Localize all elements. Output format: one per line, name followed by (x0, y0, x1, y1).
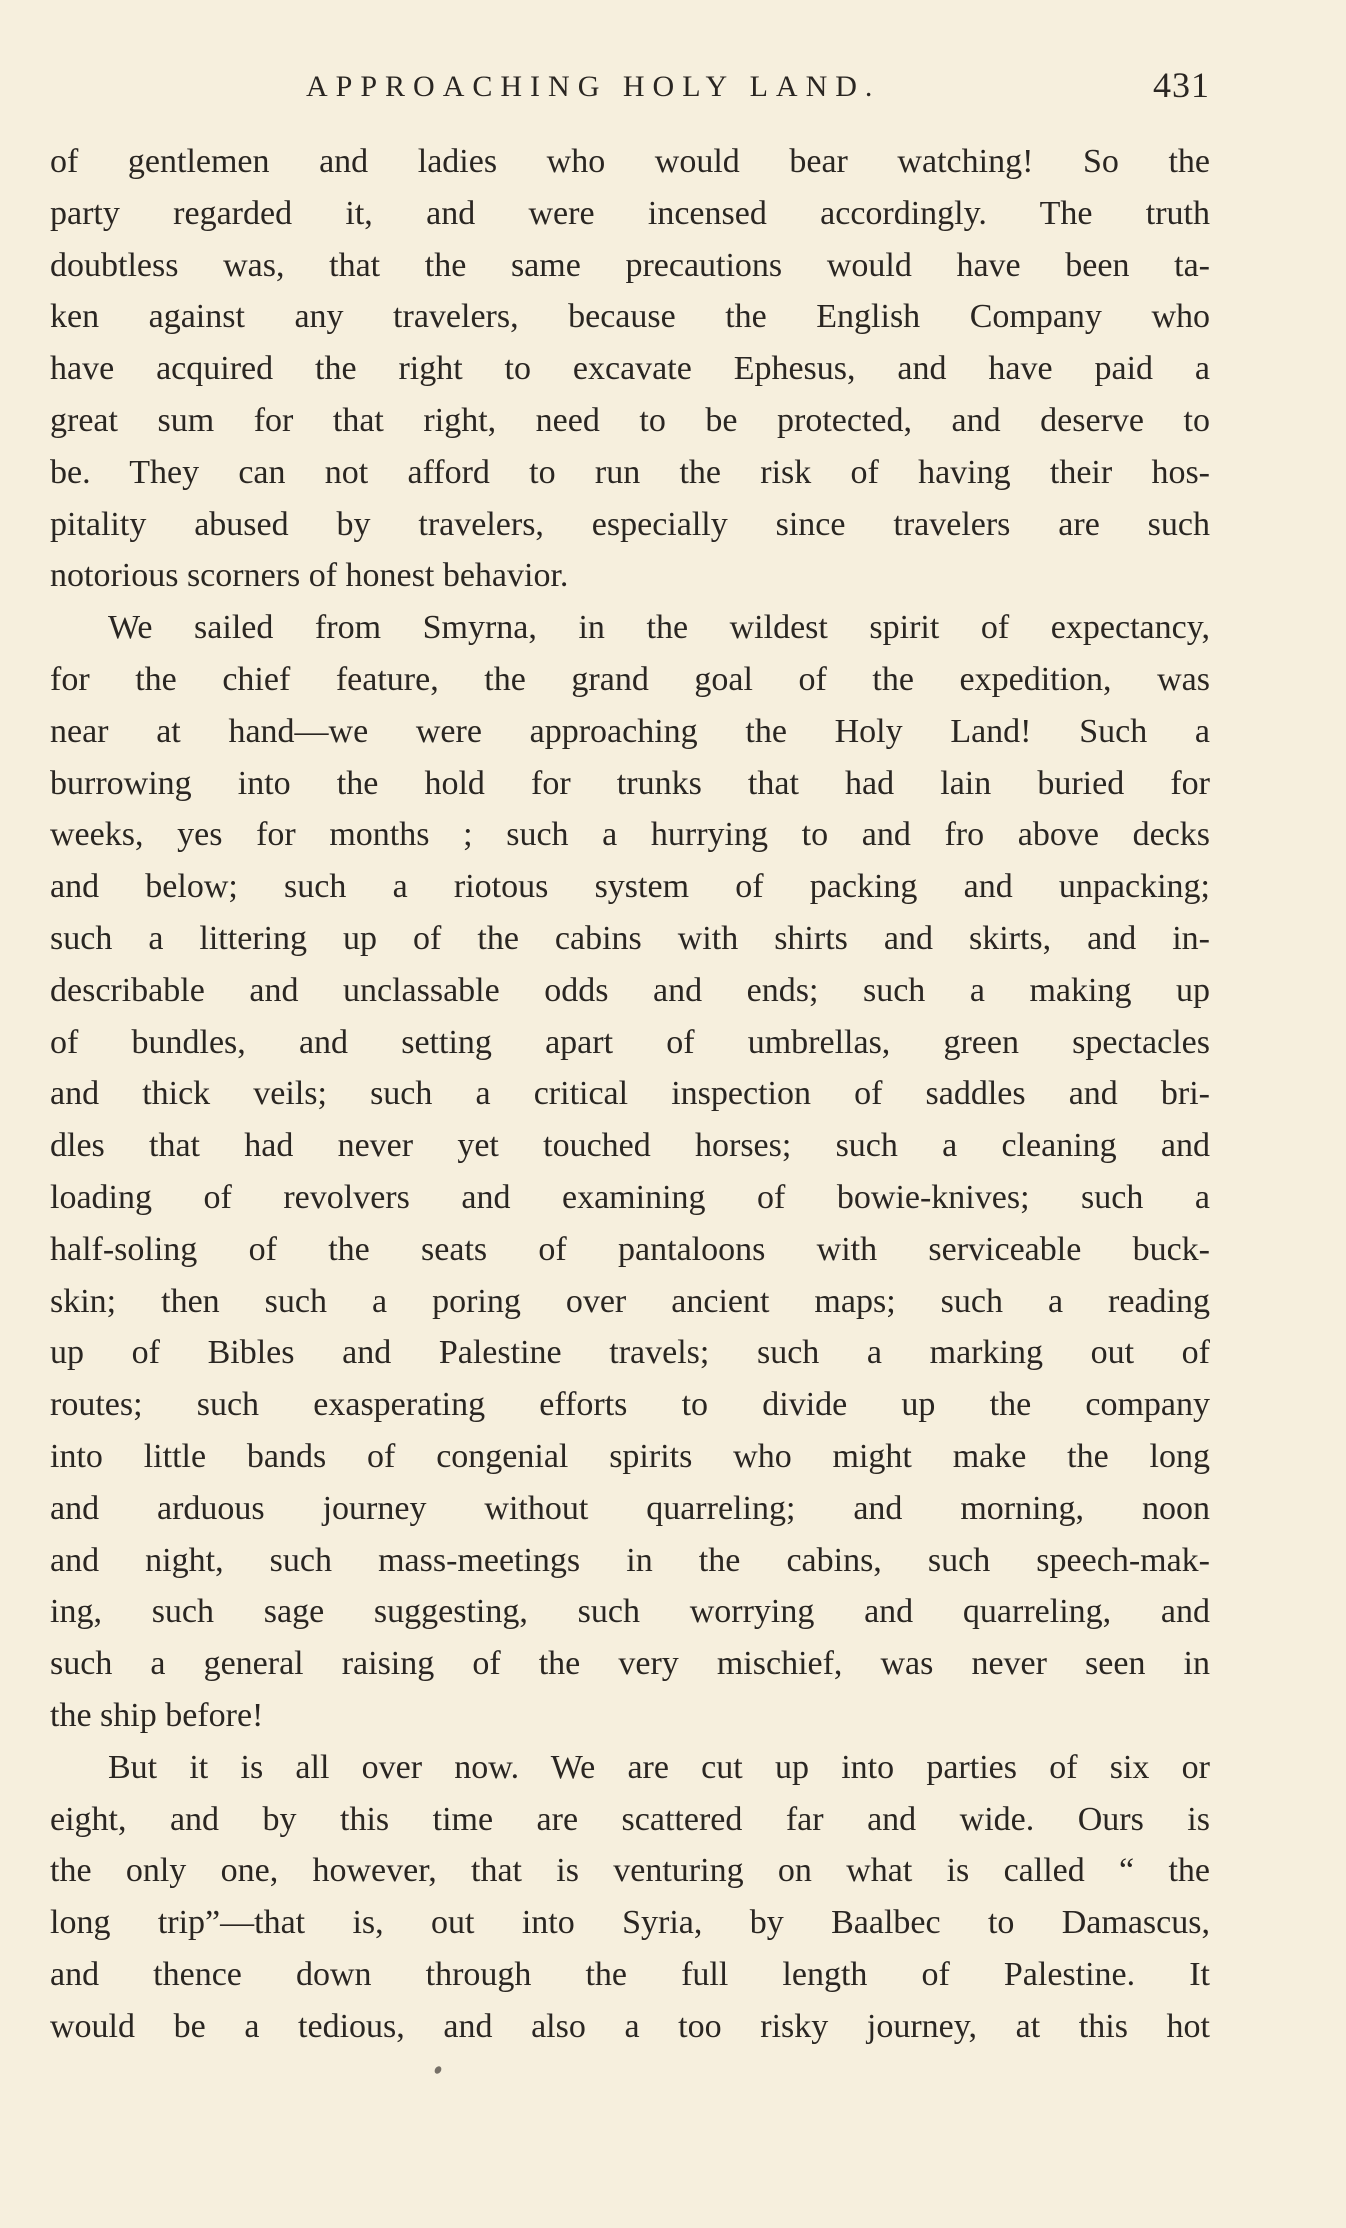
text-line: and thick veils; such a critical inspection of saddles and bri- (50, 1075, 1210, 1113)
text-line: dles that had never yet touched horses; such a cleaning and (50, 1127, 1210, 1165)
page-header (50, 56, 1210, 116)
text-line: notorious scorners of honest behavior. (50, 557, 569, 595)
text-line: the ship before! (50, 1696, 264, 1734)
page-number: 431 (1153, 65, 1210, 105)
text-line: and below; such a riotous system of packing and unpacking; (50, 868, 1210, 906)
text-line: and thence down through the full length of Palestine. It (50, 1955, 1210, 1993)
text-line: eight, and by this time are scattered far and wide. Ours is (50, 1800, 1210, 1838)
text-line: great sum for that right, need to be protected, and deserve to (50, 401, 1210, 439)
text-line: be. They can not afford to run the risk of having their hos- (50, 453, 1210, 491)
text-line: doubtless was, that the same precautions would have been ta- (50, 246, 1210, 284)
text-line: the only one, however, that is venturing on what is called “ the (50, 1852, 1210, 1890)
text-line: into little bands of congenial spirits who might make the long (50, 1437, 1210, 1475)
text-line: near at hand—we were approaching the Holy Land! Such a (50, 712, 1210, 750)
running-head: APPROACHING HOLY LAND. (306, 70, 881, 103)
text-line: up of Bibles and Palestine travels; such a marking out of (50, 1334, 1210, 1372)
text-line: loading of revolvers and examining of bowie-knives; such a (50, 1178, 1210, 1216)
text-line: party regarded it, and were incensed accordingly. The truth (50, 194, 1210, 232)
text-line: long trip”—that is, out into Syria, by Baalbec to Damascus, (50, 1904, 1210, 1942)
text-line: skin; then such a poring over ancient maps; such a reading (50, 1282, 1210, 1320)
body-text (50, 136, 1210, 2052)
text-line: of gentlemen and ladies who would bear watching! So the (50, 143, 1210, 180)
text-line: half-soling of the seats of pantaloons with serviceable buck- (50, 1230, 1210, 1268)
text-line: routes; such exasperating efforts to divide up the company (50, 1386, 1210, 1424)
text-line: would be a tedious, and also a too risky journey, at this hot (50, 2007, 1210, 2045)
ink-speck (433, 2065, 443, 2075)
text-line: ing, such sage suggesting, such worrying and quarreling, and (50, 1593, 1210, 1631)
text-line: such a littering up of the cabins with shirts and skirts, and in- (50, 919, 1210, 957)
text-line: weeks, yes for months ; such a hurrying to and fro above decks (50, 816, 1210, 854)
text-line: burrowing into the hold for trunks that had lain buried for (50, 764, 1210, 802)
text-line: We sailed from Smyrna, in the wildest spirit of expectancy, (108, 609, 1210, 647)
text-line: pitality abused by travelers, especially since travelers are such (50, 505, 1210, 543)
text-line: of bundles, and setting apart of umbrellas, green spectacles (50, 1023, 1210, 1061)
text-line: and night, such mass-meetings in the cabins, such speech-mak- (50, 1541, 1210, 1579)
text-line: such a general raising of the very mischief, was never seen in (50, 1645, 1210, 1683)
text-line: and arduous journey without quarreling; and morning, noon (50, 1489, 1210, 1527)
text-line: have acquired the right to excavate Ephesus, and have paid a (50, 350, 1210, 388)
text-line: for the chief feature, the grand goal of the expedition, was (50, 660, 1210, 698)
text-line: describable and unclassable odds and ends; such a making up (50, 971, 1210, 1009)
text-line: ken against any travelers, because the English Company who (50, 298, 1210, 336)
text-line: But it is all over now. We are cut up into parties of six or (108, 1748, 1210, 1786)
